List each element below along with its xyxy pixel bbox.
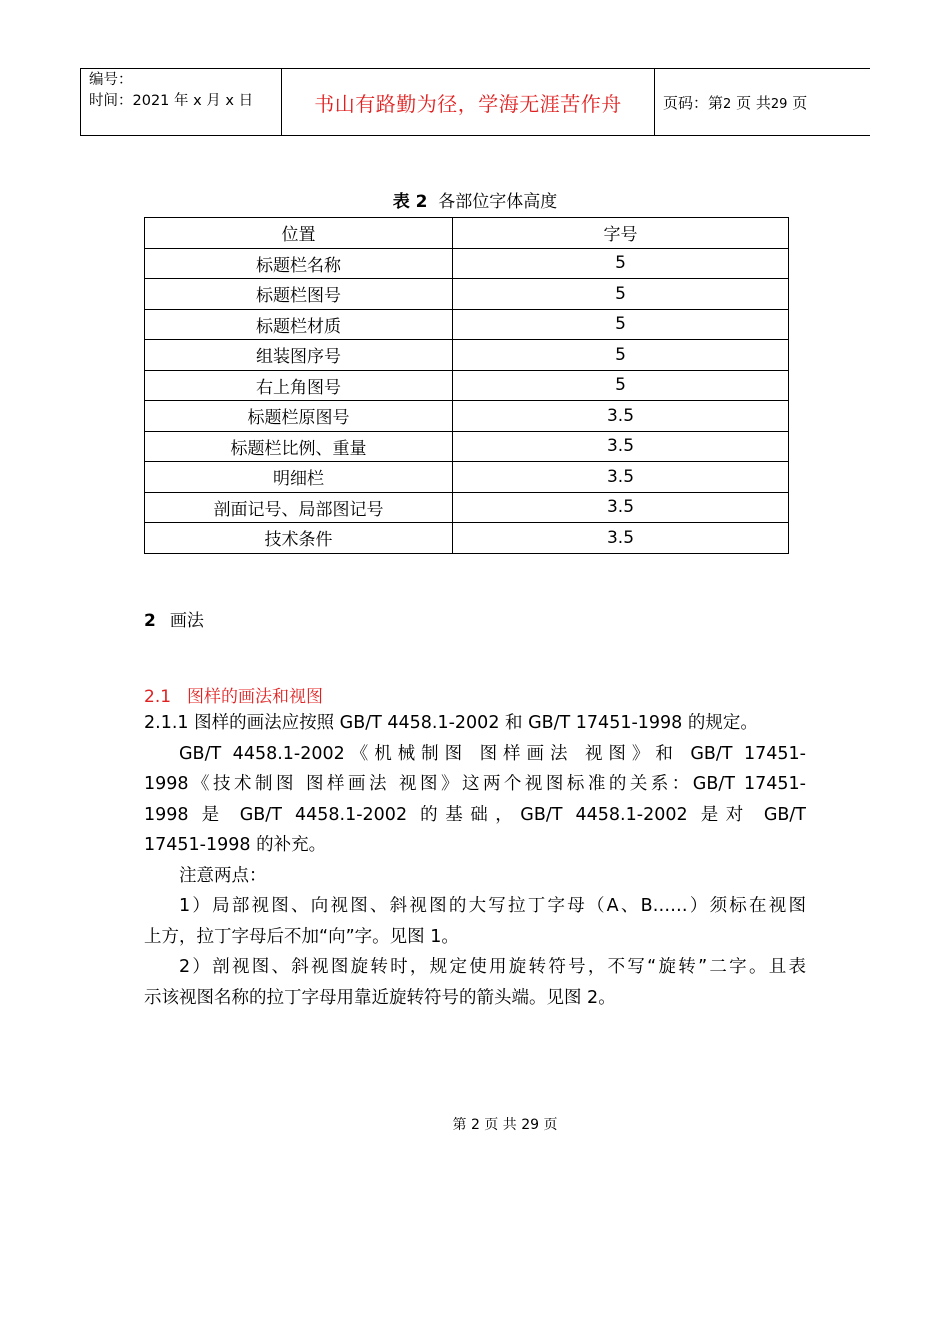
serial-number-label: 编号： bbox=[89, 72, 133, 88]
section-2-1-title: 图样的画法和视图 bbox=[187, 687, 324, 707]
paragraph-2-1-1: 2.1.1 图样的画法应按照 GB/T 4458.1-2002 和 GB/T 17451-1998 的规定。 bbox=[144, 713, 758, 733]
table-row bbox=[145, 462, 789, 493]
cell-position: 组装图序号 bbox=[145, 340, 453, 371]
section-2-1-number: 2.1 bbox=[144, 687, 172, 707]
cell-position: 明细栏 bbox=[145, 462, 453, 493]
table-row bbox=[145, 431, 789, 462]
header-meta-cell bbox=[81, 69, 282, 136]
page-prefix: 页码：第 bbox=[663, 93, 724, 112]
paragraph-note-2-line-2: 示该视图名称的拉丁字母用靠近旋转符号的箭头端。见图 2。 bbox=[144, 987, 616, 1008]
cell-size: 3.5 bbox=[453, 431, 789, 462]
cell-position: 标题栏图号 bbox=[145, 279, 453, 310]
table-row bbox=[145, 492, 789, 523]
cell-position: 标题栏材质 bbox=[145, 309, 453, 340]
table-caption-label: 表 2 bbox=[392, 192, 428, 212]
table-row bbox=[145, 248, 789, 279]
cell-size: 3.5 bbox=[453, 523, 789, 554]
page-footer: 第 2 页 共 29 页 bbox=[452, 1117, 558, 1133]
cell-position: 右上角图号 bbox=[145, 370, 453, 401]
section-2-number: 2 bbox=[144, 611, 156, 631]
header-motto: 书山有路勤为径，学海无涯苦作舟 bbox=[282, 69, 655, 136]
cell-size: 5 bbox=[453, 340, 789, 371]
cell-size: 5 bbox=[453, 279, 789, 310]
page-suffix: 页 bbox=[792, 93, 808, 112]
cell-size: 5 bbox=[453, 370, 789, 401]
cell-position: 标题栏名称 bbox=[145, 248, 453, 279]
cell-position: 标题栏比例、重量 bbox=[145, 431, 453, 462]
document-header bbox=[80, 68, 870, 136]
table-row bbox=[145, 523, 789, 554]
cell-size: 3.5 bbox=[453, 401, 789, 432]
table-row bbox=[145, 370, 789, 401]
table-row bbox=[145, 340, 789, 371]
section-2-title: 画法 bbox=[169, 611, 204, 631]
paragraph-note-1-line-1: 1）局部视图、向视图、斜视图的大写拉丁字母（A、B……）须标在视图 bbox=[179, 896, 806, 916]
date-label: 时间：2021 年 x 月 x 日 bbox=[89, 93, 254, 109]
column-header-size: 字号 bbox=[453, 218, 789, 249]
paragraph-standards-line-3: 1998 是 GB/T 4458.1-2002 的基础，GB/T 4458.1-2002 是对 GB/T bbox=[144, 804, 806, 825]
table-caption bbox=[0, 187, 950, 212]
cell-size: 3.5 bbox=[453, 462, 789, 493]
cell-size: 5 bbox=[453, 309, 789, 340]
header-page-info bbox=[655, 69, 871, 136]
body-text bbox=[144, 708, 806, 1013]
font-height-table bbox=[144, 217, 789, 554]
column-header-position: 位置 bbox=[145, 218, 453, 249]
paragraph-notes-intro: 注意两点： bbox=[179, 865, 267, 886]
table-row bbox=[145, 401, 789, 432]
section-2-1-heading bbox=[144, 682, 323, 707]
paragraph-note-2-line-1: 2）剖视图、斜视图旋转时，规定使用旋转符号，不写“旋转”二字。且表 bbox=[179, 957, 806, 977]
cell-position: 标题栏原图号 bbox=[145, 401, 453, 432]
paragraph-standards-line-1: GB/T 4458.1-2002《机械制图 图样画法 视图》和 GB/T 17451- bbox=[179, 743, 806, 764]
table-row bbox=[145, 309, 789, 340]
paragraph-standards-line-4: 17451-1998 的补充。 bbox=[144, 835, 327, 855]
table-caption-title: 各部位字体高度 bbox=[438, 192, 558, 212]
section-2-heading bbox=[144, 606, 204, 631]
cell-position: 剖面记号、局部图记号 bbox=[145, 492, 453, 523]
cell-size: 3.5 bbox=[453, 492, 789, 523]
page-mid: 页 共 bbox=[736, 93, 771, 112]
paragraph-standards-line-2: 1998《技术制图 图样画法 视图》这两个视图标准的关系：GB/T 17451- bbox=[144, 774, 806, 794]
table-row bbox=[145, 279, 789, 310]
page-total: 29 bbox=[770, 96, 788, 112]
paragraph-note-1-line-2: 上方，拉丁字母后不加“向”字。见图 1。 bbox=[144, 926, 459, 947]
page-number: 2 bbox=[723, 96, 732, 112]
cell-position: 技术条件 bbox=[145, 523, 453, 554]
cell-size: 5 bbox=[453, 248, 789, 279]
